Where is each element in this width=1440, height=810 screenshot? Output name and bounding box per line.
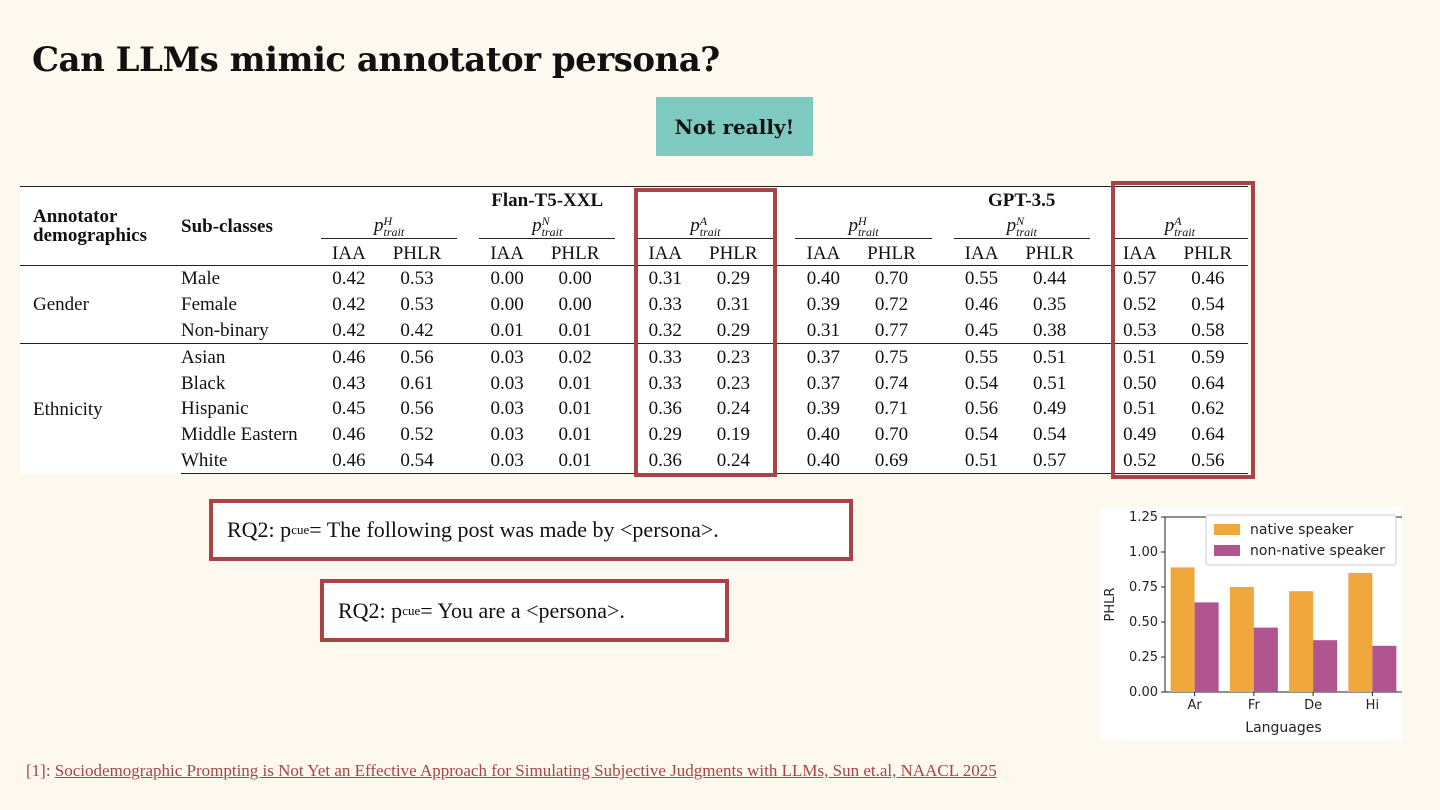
bar-native-fr <box>1230 587 1254 692</box>
legend-swatch <box>1214 524 1240 535</box>
table-cell: 0.56 <box>400 398 434 420</box>
table-cell: 0.51 <box>1112 344 1168 370</box>
bar-non-native-ar <box>1195 602 1219 692</box>
table-cell: 0.52 <box>1123 294 1157 316</box>
table-cell: 0.74 <box>874 372 909 394</box>
table-cell: 0.35 <box>1033 294 1067 316</box>
table-cell: 0.64 <box>1191 372 1225 394</box>
table-cell: 0.32 <box>648 319 682 341</box>
table-cell: 0.70 <box>874 424 909 446</box>
table-cell: 0.45 <box>332 398 366 420</box>
table-cell: 0.55 <box>954 266 1010 292</box>
y-tick-label: 0.25 <box>1129 650 1158 665</box>
table-cell: 0.29 <box>693 266 773 292</box>
table-cell: 0.49 <box>1033 398 1067 420</box>
y-tick-label: 0.00 <box>1129 685 1158 700</box>
footnote <box>26 761 997 781</box>
trait-superscript: A <box>699 213 708 228</box>
answer-badge <box>656 97 813 156</box>
footnote-prefix: [1]: <box>26 761 55 780</box>
header-sub-classes: Sub-classes <box>181 187 321 266</box>
header-model-gpt: GPT-3.5 <box>795 187 1248 215</box>
header-metric-phlr: PHLR <box>851 241 931 266</box>
table-cell: 0.56 <box>1168 448 1248 474</box>
table-cell: 0.03 <box>490 372 524 394</box>
header-metric-phlr: PHLR <box>535 241 615 266</box>
rq2-prompt-box-1 <box>209 499 853 561</box>
table-cell: 0.42 <box>332 319 366 341</box>
table-cell: 0.46 <box>964 294 999 316</box>
table-cell: 0.38 <box>1033 319 1067 341</box>
table-cell: 0.77 <box>874 319 909 341</box>
header-metric-phlr: PHLR <box>693 241 773 266</box>
header-metric-iaa: IAA <box>637 241 693 266</box>
table-cell: 0.40 <box>795 266 851 292</box>
highlight-box-flan-pa <box>634 188 777 477</box>
table-cell: 0.29 <box>716 319 750 341</box>
table-cell: 0.33 <box>648 372 682 394</box>
rq2-label: RQ2: p <box>227 517 292 542</box>
table-cell: 0.51 <box>1009 344 1089 370</box>
table-cell: 0.46 <box>321 344 377 370</box>
header-trait-h <box>321 214 457 241</box>
table-cell: 0.54 <box>1033 424 1067 446</box>
table-cell: 0.69 <box>851 448 931 474</box>
trait-subscript: trait <box>857 224 879 239</box>
subclass-label: Non-binary <box>181 319 269 341</box>
table-cell: 0.31 <box>716 294 750 316</box>
table-cell: 0.03 <box>490 424 524 446</box>
trait-base: p <box>848 214 858 236</box>
table-cell: 0.02 <box>535 344 615 370</box>
table-cell: 0.01 <box>535 448 615 474</box>
table-cell: 0.37 <box>795 344 851 370</box>
table-cell: 0.01 <box>490 319 524 341</box>
table-cell: 0.70 <box>851 266 931 292</box>
header-metric-phlr: PHLR <box>1009 241 1089 266</box>
table-cell: 0.54 <box>377 448 457 474</box>
answer-text: Not really! <box>674 114 795 139</box>
table-cell: 0.24 <box>716 398 750 420</box>
table-cell: 0.03 <box>479 344 535 370</box>
table-cell: 0.01 <box>558 424 592 446</box>
table-cell: 0.50 <box>1123 372 1157 394</box>
trait-base: p <box>532 214 542 236</box>
bar-native-hi <box>1348 573 1372 692</box>
x-tick-label: Fr <box>1247 698 1260 713</box>
table-cell: 0.57 <box>1009 448 1089 474</box>
table-cell: 0.33 <box>648 294 682 316</box>
subclass-label: Asian <box>181 344 321 370</box>
header-trait-h <box>795 214 931 241</box>
table-cell: 0.52 <box>1112 448 1168 474</box>
cue-subscript: cue <box>402 602 421 618</box>
table-cell: 0.71 <box>874 398 909 420</box>
table-cell: 0.57 <box>1112 266 1168 292</box>
table-cell: 0.54 <box>964 372 999 394</box>
y-tick-label: 1.25 <box>1129 510 1158 525</box>
rq2-prompt-text: = The following post was made by <persona>. <box>309 517 719 542</box>
table-cell: 0.54 <box>964 424 999 446</box>
trait-base: p <box>690 214 700 236</box>
rq2-label: RQ2: p <box>338 597 403 623</box>
highlight-box-gpt-pa <box>1111 181 1255 479</box>
table-cell: 0.23 <box>716 372 750 394</box>
phlr-language-chart <box>1100 507 1402 740</box>
header-metric-iaa: IAA <box>1112 241 1168 266</box>
table-cell: 0.46 <box>321 448 377 474</box>
header-metric-iaa: IAA <box>795 241 851 266</box>
table-cell: 0.36 <box>637 448 693 474</box>
table-cell: 0.39 <box>806 294 841 316</box>
trait-subscript: trait <box>699 224 721 239</box>
x-axis-label: Languages <box>1245 720 1322 736</box>
x-tick-label: De <box>1304 698 1323 713</box>
table-cell: 0.40 <box>795 448 851 474</box>
table-cell: 0.55 <box>954 344 1010 370</box>
y-axis-label: PHLR <box>1103 587 1118 622</box>
table-cell: 0.51 <box>1033 372 1067 394</box>
y-tick-label: 0.75 <box>1129 580 1158 595</box>
table-cell: 0.51 <box>1123 398 1157 420</box>
table-cell: 0.56 <box>377 344 457 370</box>
header-metric-iaa: IAA <box>954 241 1010 266</box>
table-cell: 0.75 <box>851 344 931 370</box>
table-cell: 0.01 <box>558 398 592 420</box>
table-cell: 0.54 <box>1191 294 1225 316</box>
table-cell: 0.56 <box>964 398 999 420</box>
table-cell: 0.03 <box>490 398 524 420</box>
demographic-label: Gender <box>20 266 181 344</box>
bar-native-de <box>1289 591 1313 692</box>
table-cell: 0.72 <box>874 294 909 316</box>
y-tick-label: 0.50 <box>1129 615 1158 630</box>
header-annotator-demographics: Annotator demographics <box>20 187 181 266</box>
table-cell: 0.29 <box>648 424 682 446</box>
header-model-flan: Flan-T5-XXL <box>321 187 773 215</box>
table-cell: 0.53 <box>400 294 434 316</box>
table-cell: 0.44 <box>1009 266 1089 292</box>
legend-swatch <box>1214 545 1240 556</box>
cue-subscript: cue <box>291 522 310 537</box>
trait-superscript: A <box>1174 213 1182 228</box>
table-cell: 0.53 <box>377 266 457 292</box>
subclass-label: Black <box>181 372 226 394</box>
bar-native-ar <box>1171 567 1195 692</box>
table-cell: 0.00 <box>479 266 535 292</box>
table-cell: 0.46 <box>332 424 366 446</box>
table-cell: 0.42 <box>321 266 377 292</box>
trait-subscript: trait <box>541 224 563 239</box>
table-cell: 0.42 <box>332 294 366 316</box>
table-cell: 0.59 <box>1168 344 1248 370</box>
table-cell: 0.24 <box>693 448 773 474</box>
y-tick-label: 1.00 <box>1129 545 1158 560</box>
table-cell: 0.51 <box>954 448 1010 474</box>
bar-non-native-fr <box>1254 628 1278 692</box>
trait-base: p <box>373 214 384 236</box>
header-metric-iaa: IAA <box>321 241 377 266</box>
legend-label: native speaker <box>1250 522 1354 538</box>
table-cell: 0.23 <box>693 344 773 370</box>
demographic-label: Ethnicity <box>20 344 181 474</box>
header-trait-n <box>479 214 615 241</box>
phlr-language-chart-container <box>1100 507 1402 740</box>
rq2-prompt-text: = You are a <persona>. <box>420 597 625 623</box>
table-cell: 0.62 <box>1191 398 1225 420</box>
table-cell: 0.01 <box>558 319 592 341</box>
bar-non-native-de <box>1313 640 1337 692</box>
slide-title: Can LLMs mimic annotator persona? <box>32 40 720 80</box>
table-cell: 0.39 <box>806 398 841 420</box>
table-cell: 0.33 <box>637 344 693 370</box>
table-cell: 0.01 <box>558 372 592 394</box>
trait-superscript: N <box>541 213 550 228</box>
table-cell: 0.40 <box>806 424 841 446</box>
table-cell: 0.61 <box>400 372 434 394</box>
table-cell: 0.46 <box>1168 266 1248 292</box>
header-trait-n <box>954 214 1090 241</box>
subclass-label: Male <box>181 266 321 292</box>
table-cell: 0.37 <box>806 372 841 394</box>
table-cell: 0.52 <box>400 424 434 446</box>
table-cell: 0.31 <box>637 266 693 292</box>
trait-superscript: N <box>1016 213 1025 228</box>
footnote-citation-link[interactable]: Sociodemographic Prompting is Not Yet an Effective Approach for Simulating Subjective Judgments with LLMs, Sun et.al, NAACL 2025 <box>54 761 997 780</box>
header-metric-phlr: PHLR <box>1168 241 1248 266</box>
table-cell: 0.03 <box>479 448 535 474</box>
table-cell: 0.58 <box>1191 319 1225 341</box>
table-cell: 0.00 <box>535 266 615 292</box>
table-cell: 0.31 <box>806 319 841 341</box>
x-tick-label: Hi <box>1365 698 1380 713</box>
table-cell: 0.00 <box>490 294 524 316</box>
trait-base: p <box>1006 214 1017 236</box>
table-cell: 0.00 <box>558 294 592 316</box>
subclass-label: Female <box>181 294 237 316</box>
subclass-label: Middle Eastern <box>181 424 298 446</box>
subclass-label: White <box>181 448 321 474</box>
legend-label: non-native speaker <box>1250 543 1385 559</box>
table-cell: 0.19 <box>716 424 750 446</box>
header-metric-iaa: IAA <box>479 241 535 266</box>
trait-superscript: H <box>383 213 393 228</box>
trait-subscript: trait <box>383 224 405 239</box>
bar-non-native-hi <box>1372 646 1396 692</box>
rq2-prompt-box-2 <box>320 579 729 642</box>
table-cell: 0.36 <box>648 398 682 420</box>
trait-superscript: H <box>857 213 867 228</box>
x-tick-label: Ar <box>1187 698 1202 713</box>
table-cell: 0.42 <box>400 319 434 341</box>
table-cell: 0.53 <box>1123 319 1157 341</box>
table-cell: 0.43 <box>332 372 366 394</box>
subclass-label: Hispanic <box>181 398 249 420</box>
trait-subscript: trait <box>1174 224 1195 239</box>
header-metric-phlr: PHLR <box>377 241 457 266</box>
table-cell: 0.49 <box>1123 424 1157 446</box>
table-cell: 0.45 <box>964 319 999 341</box>
trait-base: p <box>1164 214 1175 236</box>
trait-subscript: trait <box>1016 224 1037 239</box>
table-cell: 0.64 <box>1191 424 1225 446</box>
